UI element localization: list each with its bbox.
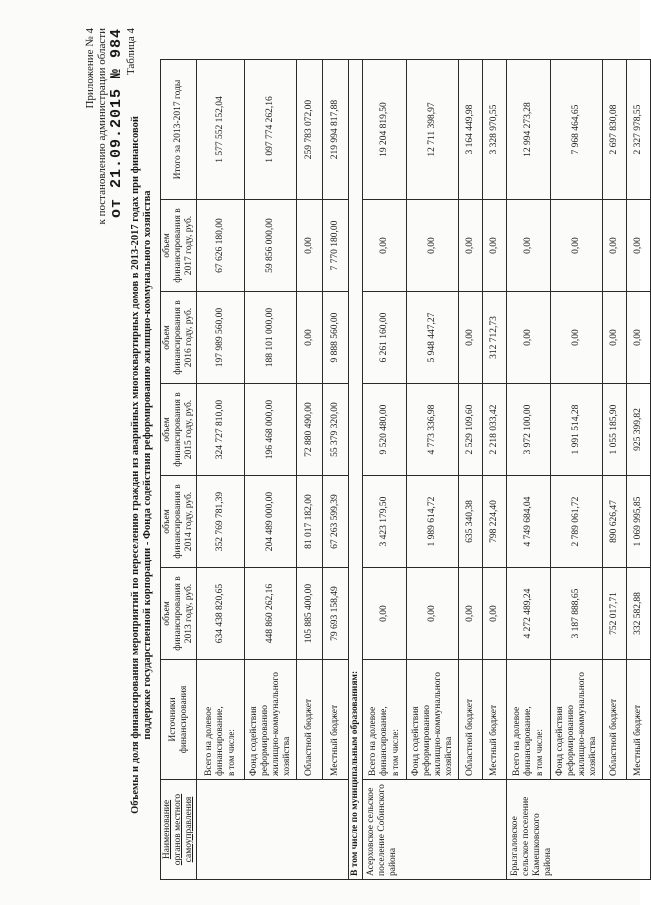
value-cell-y2016: 6 261 160,00: [363, 292, 407, 384]
col-header-2014: объем финансирования в 2014 году, руб.: [161, 476, 197, 568]
value-cell-y2016: 0,00: [297, 292, 323, 384]
table-row: [603, 60, 627, 880]
source-cell: [551, 660, 603, 780]
source-cell: [297, 660, 323, 780]
value-cell-y2017: 0,00: [297, 200, 323, 292]
source-cell: [459, 660, 483, 780]
table-row: [459, 60, 483, 880]
value-cell-total: 2 697 830,08: [603, 60, 627, 200]
value-cell-y2013: 79 693 158,49: [323, 568, 349, 660]
table-row: [507, 60, 551, 880]
source-label: Местный бюджет: [489, 704, 499, 776]
source-label: Фонд содействия реформированию жилищно-коммунального хозяйства: [554, 672, 598, 776]
value-cell-y2016: 0,00: [627, 292, 651, 384]
source-sublabel: в том числе:: [534, 729, 544, 776]
summary-row: [297, 60, 323, 880]
source-cell: [245, 660, 297, 780]
source-label: Всего на долевое финансирование,: [368, 706, 389, 776]
col-header-source: Источники финансирования: [161, 660, 197, 780]
summary-row: [197, 60, 245, 880]
value-cell-y2015: 324 727 810,00: [197, 384, 245, 476]
col-header-2017: объем финансирования в 2017 году, руб.: [161, 200, 197, 292]
value-cell-y2015: 1 991 514,28: [551, 384, 603, 476]
value-cell-y2015: 196 468 000,00: [245, 384, 297, 476]
col-header-2016: объем финансирования в 2016 году, руб.: [161, 292, 197, 384]
value-cell-y2013: 332 582,88: [627, 568, 651, 660]
source-sublabel: в том числе:: [226, 729, 236, 776]
source-cell: [627, 660, 651, 780]
source-label: Областной бюджет: [609, 698, 619, 776]
source-cell: [363, 660, 407, 780]
table-row: [551, 60, 603, 880]
value-cell-y2017: 0,00: [507, 200, 551, 292]
value-cell-y2014: 635 340,38: [459, 476, 483, 568]
value-cell-y2013: 634 438 820,65: [197, 568, 245, 660]
source-label: Местный бюджет: [633, 704, 643, 776]
value-cell-total: 219 994 817,88: [323, 60, 349, 200]
value-cell-total: 3 328 970,55: [483, 60, 507, 200]
municipal-section-row: [349, 60, 363, 880]
value-cell-y2013: 0,00: [483, 568, 507, 660]
value-cell-y2015: 2 529 109,60: [459, 384, 483, 476]
value-cell-total: 259 783 072,00: [297, 60, 323, 200]
municipal-section-label: В том числе по муниципальным образованиям:: [349, 60, 363, 880]
source-cell: [483, 660, 507, 780]
source-label: Местный бюджет: [330, 704, 340, 776]
value-cell-y2013: 105 885 400,00: [297, 568, 323, 660]
value-cell-y2015: 55 379 320,00: [323, 384, 349, 476]
municipality-name: Брызгаловское сельское поселение Камешковского района: [507, 780, 651, 880]
value-cell-y2014: 204 489 000,00: [245, 476, 297, 568]
value-cell-y2014: 3 423 179,50: [363, 476, 407, 568]
value-cell-y2015: 925 399,82: [627, 384, 651, 476]
value-cell-y2017: 67 626 180,00: [197, 200, 245, 292]
col-header-org: Наименование органов местного самоуправления: [161, 780, 197, 880]
appendix-number-stamp: от 21.09.2015 № 984: [108, 28, 125, 219]
table-row: [363, 60, 407, 880]
value-cell-y2016: 0,00: [603, 292, 627, 384]
value-cell-y2013: 0,00: [407, 568, 459, 660]
value-cell-total: 1 577 552 152,04: [197, 60, 245, 200]
source-label: Областной бюджет: [465, 698, 475, 776]
value-cell-y2013: 0,00: [363, 568, 407, 660]
source-cell: [197, 660, 245, 780]
table-row: [627, 60, 651, 880]
table-header-row: [161, 60, 197, 880]
source-label: Фонд содействия реформированию жилищно-коммунального хозяйства: [248, 672, 292, 776]
source-label: Всего на долевое финансирование,: [204, 706, 225, 776]
value-cell-y2015: 2 218 033,42: [483, 384, 507, 476]
value-cell-y2017: 7 770 180,00: [323, 200, 349, 292]
value-cell-y2014: 4 749 684,04: [507, 476, 551, 568]
value-cell-y2015: 72 880 490,00: [297, 384, 323, 476]
value-cell-y2014: 67 263 599,39: [323, 476, 349, 568]
value-cell-total: 12 994 273,28: [507, 60, 551, 200]
value-cell-y2013: 0,00: [459, 568, 483, 660]
value-cell-total: 7 968 464,65: [551, 60, 603, 200]
table-label: Таблица 4: [125, 28, 137, 76]
value-cell-y2017: 0,00: [603, 200, 627, 292]
value-cell-y2015: 1 055 185,90: [603, 384, 627, 476]
value-cell-y2016: 0,00: [551, 292, 603, 384]
value-cell-y2016: 0,00: [459, 292, 483, 384]
source-cell: [603, 660, 627, 780]
col-header-total: Итого за 2013-2017 годы: [161, 60, 197, 200]
source-sublabel: в том числе:: [390, 729, 400, 776]
value-cell-y2017: 0,00: [627, 200, 651, 292]
value-cell-y2013: 3 187 888,65: [551, 568, 603, 660]
value-cell-y2014: 1 989 614,72: [407, 476, 459, 568]
source-cell: [323, 660, 349, 780]
table-row: [407, 60, 459, 880]
value-cell-y2014: 890 626,47: [603, 476, 627, 568]
value-cell-y2013: 448 860 262,16: [245, 568, 297, 660]
value-cell-y2017: 59 856 000,00: [245, 200, 297, 292]
value-cell-y2016: 5 948 447,27: [407, 292, 459, 384]
appendix-title: Приложение № 4: [84, 28, 96, 109]
value-cell-total: 1 097 774 262,16: [245, 60, 297, 200]
value-cell-y2013: 4 272 489,24: [507, 568, 551, 660]
value-cell-y2016: 0,00: [507, 292, 551, 384]
value-cell-total: 2 327 978,55: [627, 60, 651, 200]
value-cell-y2016: 197 989 560,00: [197, 292, 245, 384]
col-header-2015: объем финансирования в 2015 году, руб.: [161, 384, 197, 476]
value-cell-y2017: 0,00: [551, 200, 603, 292]
value-cell-total: 19 204 819,50: [363, 60, 407, 200]
value-cell-y2014: 1 069 995,85: [627, 476, 651, 568]
value-cell-y2017: 0,00: [483, 200, 507, 292]
value-cell-y2013: 752 017,71: [603, 568, 627, 660]
value-cell-y2014: 2 789 061,72: [551, 476, 603, 568]
value-cell-total: 3 164 449,98: [459, 60, 483, 200]
summary-row: [323, 60, 349, 880]
value-cell-y2014: 798 224,40: [483, 476, 507, 568]
value-cell-y2015: 4 773 336,98: [407, 384, 459, 476]
value-cell-y2014: 352 769 781,39: [197, 476, 245, 568]
value-cell-y2014: 81 017 182,00: [297, 476, 323, 568]
table-row: [483, 60, 507, 880]
municipality-name: Асерховское сельское поселение Собинского района: [363, 780, 507, 880]
value-cell-y2016: 188 101 000,00: [245, 292, 297, 384]
appendix-reference: к постановлению администрации области: [96, 28, 108, 225]
col-header-2013: объем финансирования в 2013 году, руб.: [161, 568, 197, 660]
source-cell: [507, 660, 551, 780]
document-title: Объемы и доля финансирования мероприятий по переселению граждан из аварийных многоквартирных домов в 2013-2017 годах при финансовой поддержке государственной корпорации - Фонда содействия реформированию жилищно-коммунального хозяйства: [130, 116, 153, 814]
summary-org-cell: [197, 780, 349, 880]
value-cell-y2017: 0,00: [363, 200, 407, 292]
value-cell-y2017: 0,00: [459, 200, 483, 292]
value-cell-y2015: 3 972 100,00: [507, 384, 551, 476]
source-cell: [407, 660, 459, 780]
value-cell-total: 12 711 398,97: [407, 60, 459, 200]
value-cell-y2016: 312 712,73: [483, 292, 507, 384]
financing-table: [160, 59, 651, 880]
source-label: Областной бюджет: [304, 698, 314, 776]
value-cell-y2016: 9 888 560,00: [323, 292, 349, 384]
source-label: Всего на долевое финансирование,: [512, 706, 533, 776]
value-cell-y2015: 9 520 480,00: [363, 384, 407, 476]
value-cell-y2017: 0,00: [407, 200, 459, 292]
summary-row: [245, 60, 297, 880]
source-label: Фонд содействия реформированию жилищно-коммунального хозяйства: [410, 672, 454, 776]
